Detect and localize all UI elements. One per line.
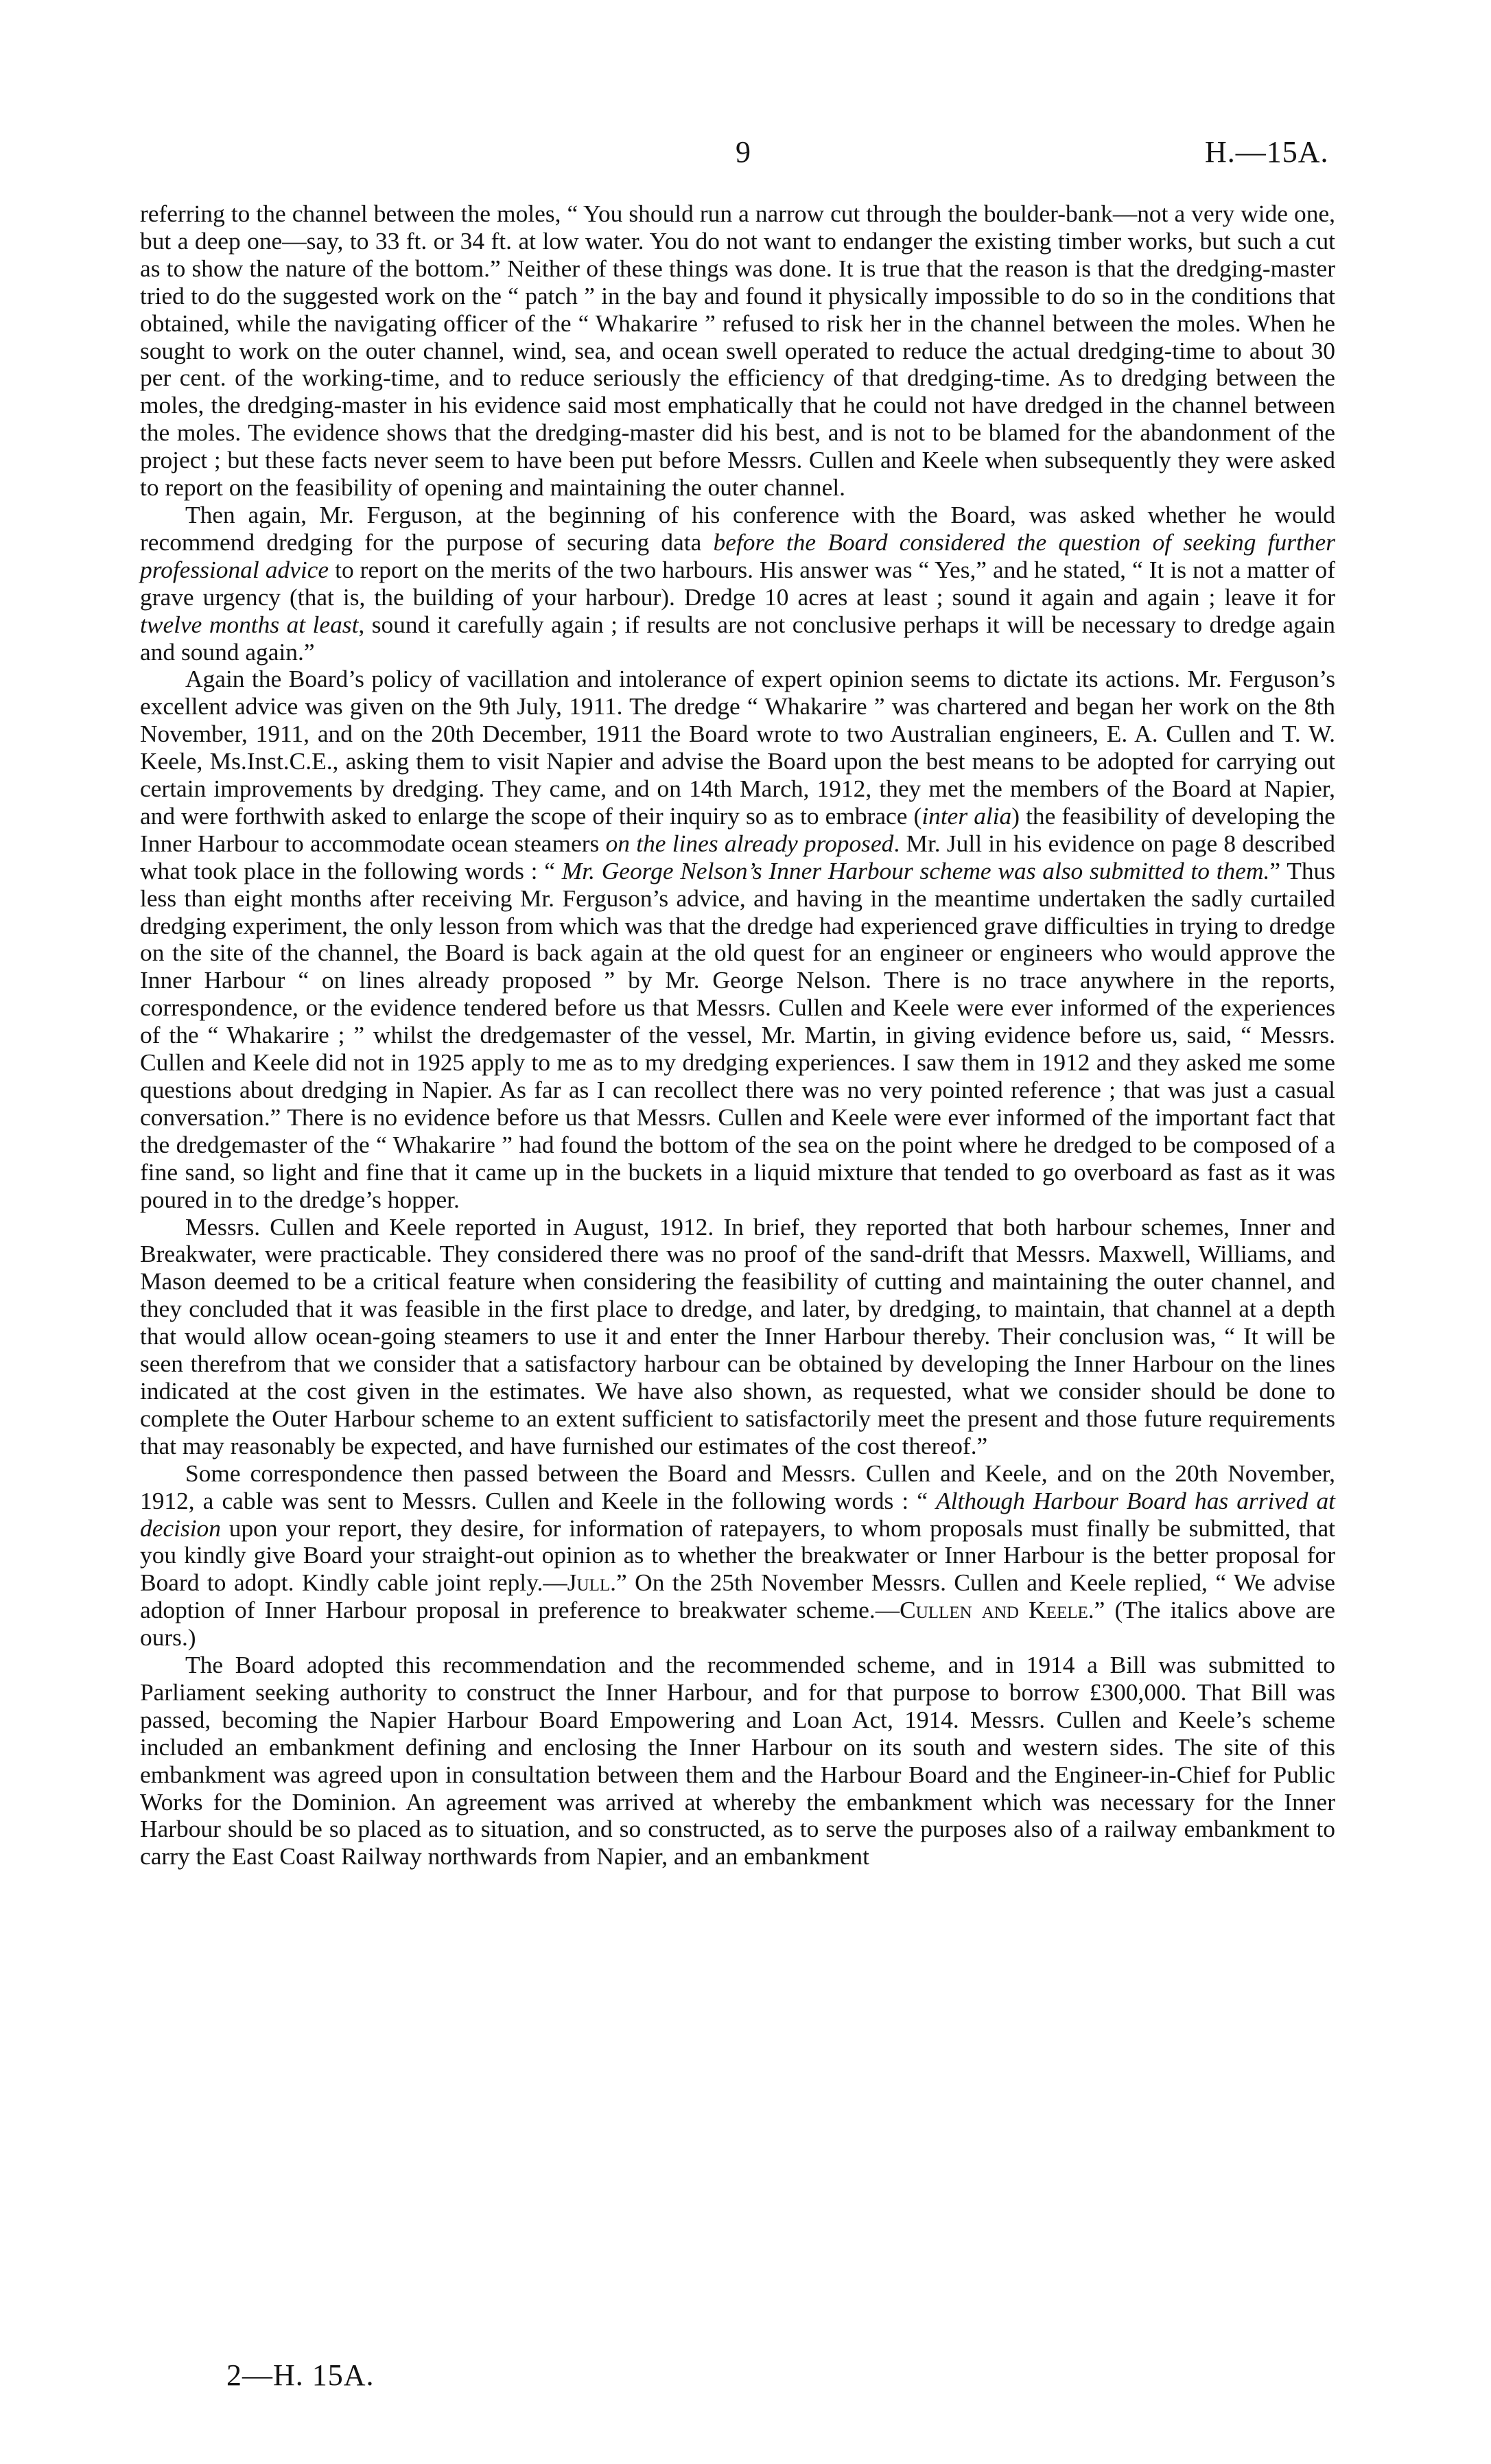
paragraph-3 [140,666,1335,1213]
text-run: , sound it carefully again ; if results are not conclusive perhaps it will be necessary to dredge again and sound again.” [140,610,1335,666]
text-run: Some correspondence then passed between the Board and Messrs. Cullen and Keele, and on the 20th November, 1912, a cable was sent to Messrs. Cullen and Keele in the following words : “ [140,1459,1335,1514]
text-run: Again the Board’s policy of vacillation and intolerance of expert opinion seems to dictate its actions. Mr. Ferguson’s excellent advice was given on the 9th July, 1911. The dredge “ Whakarire ” was chartered and began her work on the 8th November, 1911, and on the 20th December, 1911 the Board wrote to two Australian engineers, E. A. Cullen and T. W. Keele, Ms.Inst.C.E., asking them to visit Napier and advise the Board upon the best means to be adopted for carrying out certain improvements by dredging. They came, and on 14th March, 1912, they met the members of the Board at Napier, and were forthwith asked to enlarge the scope of their inquiry so as to embrace ( [140,665,1335,830]
text-run: .” On the 25th November Messrs. Cullen and Keele replied, “ We advise adoption of Inner Harbour proposal in preference to breakwater scheme.— [140,1569,1336,1624]
page-header [0,134,1491,176]
italic-run: twelve months at least [140,610,359,638]
italic-run: Mr. George Nelson’s Inner Harbour scheme was also submitted to them. [561,856,1270,884]
text-run: referring to the channel between the moles, “ You should run a narrow cut through the boulder-bank—not a very wide one, but a deep one—say, to 33 ft. or 34 ft. at low water. You do not want to endanger the existing timber works, but such a cut as to show the nature of the bottom.” Neither of these things was done. It is true that the reason is that the dredging-master tried to do the suggested work on the “ patch ” in the bay and found it physically impossible to do so in the conditions that obtained, while the navigating officer of the “ Whakarire ” refused to risk her in the channel between the moles. When he sought to work on the outer channel, wind, sea, and ocean swell operated to reduce the actual dredging-time to about 30 per cent. of the working-time, and to reduce seriously the efficiency of that dredging-time. As to dredging between the moles, the dredging-master in his evidence said most emphatically that he could not have dredged in the channel between the moles. The evidence shows that the dredging-master did his best, and is not to be blamed for the abandonment of the project ; but these facts never seem to have been put before Messrs. Cullen and Keele when subsequently they were asked to report on the feasibility of opening and maintaining the outer channel. [140,200,1335,502]
document-reference: H.—15A. [1205,135,1329,169]
paragraph-2 [140,502,1335,666]
body-text [140,200,1335,1870]
text-run: to report on the merits of the two harbours. His answer was “ Yes,” and he stated, “ It is not a matter of grave urgency (that is, the building of your harbour). Dredge 10 acres at least ; sound it again and again ; leave it for [140,555,1335,611]
paragraph-5 [140,1460,1335,1652]
text-run: . Mr. Jull in his evidence on page 8 described what took place in the following words : “ [140,829,1335,884]
text-run: ” Thus less than eight months after receiving Mr. Ferguson’s advice, and having in the meantime undertaken the sadly curtailed dredging experiment, the only lesson from which was that the dredge had experienced grave difficulties in trying to dredge on the site of the channel, the Board is back again at the old quest for an engineer or engineers who would approve the Inner Harbour “ on lines already proposed ” by Mr. George Nelson. There is no trace anywhere in the reports, correspondence, or the evidence tendered before us that Messrs. Cullen and Keele were ever informed of the experiences of the “ Whakarire ; ” whilst the dredgemaster of the vessel, Mr. Martin, in giving evidence before us, said, “ Messrs. Cullen and Keele did not in 1925 apply to me as to my dredging experiences. I saw them in 1912 and they asked me some questions about dredging in Napier. As far as I can recollect there was no very pointed reference ; that was just a casual conversation.” There is no evidence before us that Messrs. Cullen and Keele were ever informed of the important fact that the dredgemaster of the “ Whakarire ” had found the bottom of the sea on the point where he dredged to be composed of a fine sand, so light and fine that it came up in the buckets in a liquid mixture that tended to go overboard as fast as it was poured in to the dredge’s hopper. [140,856,1335,1213]
text-run: upon your report, they desire, for information of ratepayers, to whom proposals must finally be submitted, that you kindly give Board your straight-out opinion as to whether the breakwater or Inner Harbour is the better proposal for Board to adopt. Kindly cable joint reply.— [140,1514,1335,1597]
printer-signature: 2—H. 15A. [226,2358,375,2392]
paragraph-4 [140,1214,1335,1460]
text-run: Then again, Mr. Ferguson, at the beginning of his conference with the Board, was asked whether he would recommend dredging for the purpose of securing data [140,500,1335,556]
italic-run: on the lines already proposed [605,829,894,857]
text-run: Messrs. Cullen and Keele reported in August, 1912. In brief, they reported that both harbour schemes, Inner and Breakwater, were practicable. They considered there was no proof of the sand-drift that Messrs. Maxwell, Williams, and Mason deemed to be a critical feature when considering the feasibility of cutting and maintaining the outer channel, and they concluded that it was feasible in the first place to dredge, and later, by dredging, to maintain, that channel at a depth that would allow ocean-going steamers to use it and enter the Inner Harbour thereby. Their conclusion was, “ It will be seen therefrom that we consider that a satisfactory harbour can be obtained by developing the Inner Harbour on the lines indicated at the cost given in the estimates. We have also shown, as requested, what we consider should be done to complete the Outer Harbour scheme to an extent sufficient to satisfactorily meet the present and those future requirements that may reasonably be expected, and have furnished our estimates of the cost thereof.” [140,1212,1335,1459]
paragraph-1 [140,200,1335,502]
text-run: .” (The italics above are ours.) [140,1596,1335,1652]
italic-run: Although Harbour Board has arrived at decision [140,1486,1336,1542]
small-caps-run: Cullen and Keele [900,1596,1088,1624]
text-run: The Board adopted this recommendation and the recommended scheme, and in 1914 a Bill was submitted to Parliament seeking authority to construct the Inner Harbour, and for that purpose to borrow £300,000. That Bill was passed, becoming the Napier Harbour Board Empowering and Loan Act, 1914. Messrs. Cullen and Keele’s scheme included an embankment defining and enclosing the Inner Harbour on its south and western sides. The site of this embankment was agreed upon in consultation between them and the Harbour Board and the Engineer-in-Chief for Public Works for the Dominion. An agreement was arrived at whereby the embankment which was necessary for the Inner Harbour should be so placed as to situation, and so constructed, as to serve the purposes also of a railway embankment to carry the East Coast Railway northwards from Napier, and an embankment [140,1651,1335,1870]
page-number: 9 [736,135,751,169]
paragraph-6 [140,1652,1335,1870]
small-caps-run: Jull [567,1569,611,1597]
italic-run: before the Board considered the question of seeking further professional advice [140,528,1335,583]
text-run: ) the feasibility of developing the Inner Harbour to accommodate ocean steamers [140,801,1336,857]
italic-run: inter alia [921,801,1012,830]
